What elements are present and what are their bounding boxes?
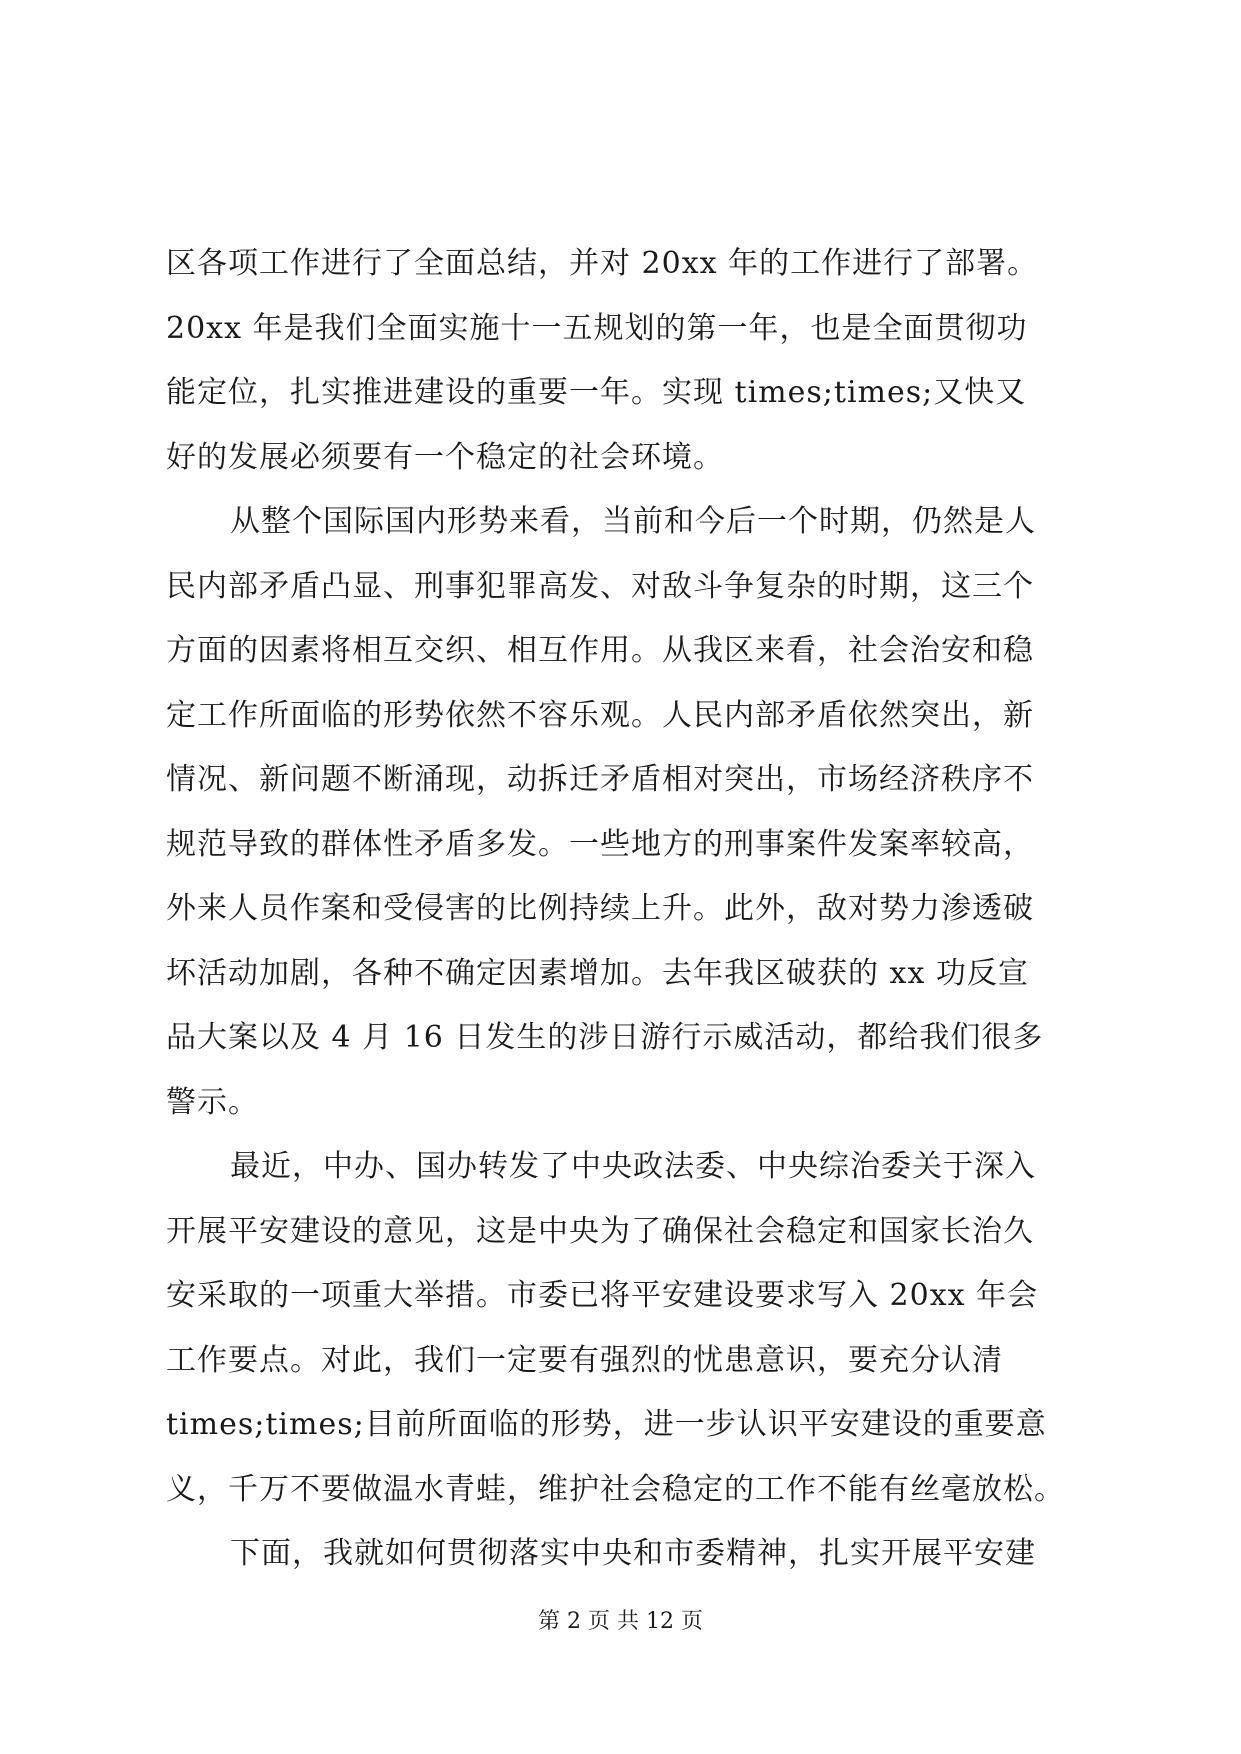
text-line: 安采取的一项重大举措。市委已将平安建设要求写入 20xx 年会 — [166, 1278, 1039, 1313]
text-line: 好的发展必须要有一个稳定的社会环境。 — [166, 439, 724, 475]
page-number-label: 第 2 页 共 12 页 — [538, 1609, 703, 1634]
text-line: 品大案以及 4 月 16 日发生的涉日游行示威活动，都给我们很多 — [166, 1020, 1044, 1055]
paragraph-first-line: 从整个国际国内形势来看，当前和今后一个时期，仍然是人 — [230, 504, 1036, 539]
text-line: times;times;目前所面临的形势，进一步认识平安建设的重要意 — [166, 1407, 1047, 1442]
paragraph-first-line: 最近，中办、国办转发了中央政法委、中央综治委关于深入 — [230, 1149, 1036, 1184]
text-line: 区各项工作进行了全面总结，并对 20xx 年的工作进行了部署。 — [166, 246, 1039, 281]
text-line: 定工作所面临的形势依然不容乐观。人民内部矛盾依然突出，新 — [166, 697, 1034, 733]
text-line: 警示。 — [166, 1084, 259, 1120]
text-line: 坏活动加剧，各种不确定因素增加。去年我区破获的 xx 功反宣 — [166, 955, 1029, 991]
text-line: 方面的因素将相互交织、相互作用。从我区来看，社会治安和稳 — [166, 633, 1034, 668]
text-line: 规范导致的群体性矛盾多发。一些地方的刑事案件发案率较高， — [166, 826, 1034, 862]
text-line: 能定位，扎实推进建设的重要一年。实现 times;times;又快又 — [166, 375, 1027, 410]
text-line: 情况、新问题不断涌现，动拆迁矛盾相对突出，市场经济秩序不 — [166, 762, 1034, 797]
text-line: 开展平安建设的意见，这是中央为了确保社会稳定和国家长治久 — [166, 1213, 1034, 1249]
page-footer — [0, 1604, 1241, 1635]
text-line: 民内部矛盾凸显、刑事犯罪高发、对敌斗争复杂的时期，这三个 — [166, 568, 1034, 604]
text-line: 义，千万不要做温水青蛙，维护社会稳定的工作不能有丝毫放松。 — [166, 1471, 1065, 1507]
text-line: 20xx 年是我们全面实施十一五规划的第一年，也是全面贯彻功 — [166, 310, 1028, 346]
document-body — [166, 232, 1086, 1587]
text-line: 外来人员作案和受侵害的比例持续上升。此外，敌对势力渗透破 — [166, 891, 1034, 926]
text-line: 工作要点。对此，我们一定要有强烈的忧患意识，要充分认清 — [166, 1342, 1003, 1378]
paragraph-first-line: 下面，我就如何贯彻落实中央和市委精神，扎实开展平安建 — [230, 1536, 1036, 1571]
